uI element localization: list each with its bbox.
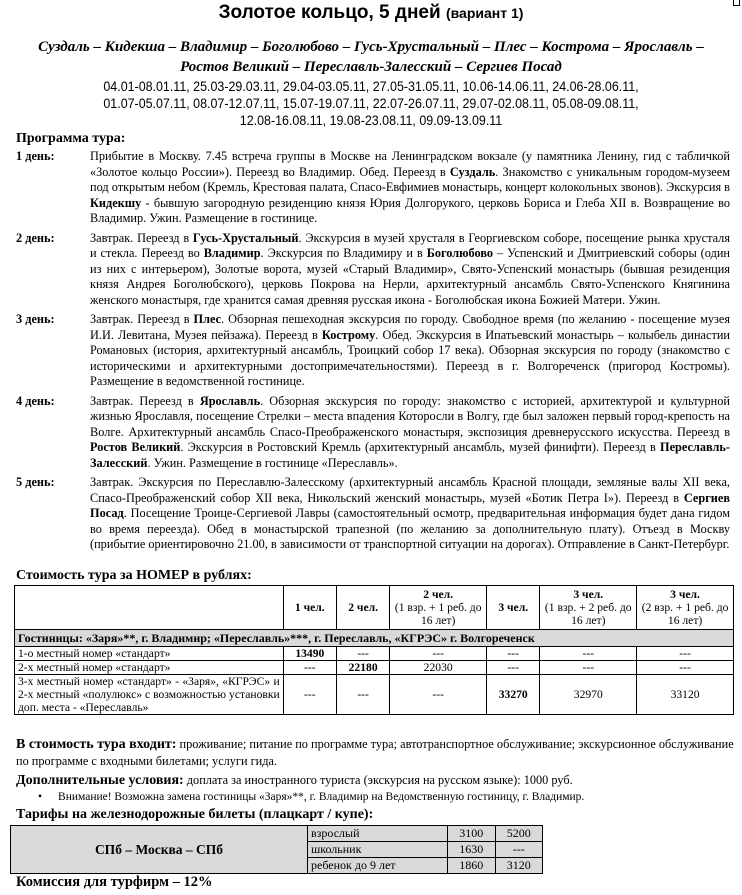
dates-line: 01.07-05.07.11, 08.07-12.07.11, 15.07-19.07.11, 22.07-26.07.11, 29.07-02.08.11, 05.08-09.08.11,	[103, 96, 639, 111]
place-name: Кидекшу	[90, 195, 142, 210]
col-header: 2 чел. (1 взр. + 1 реб. до 16 лет)	[390, 586, 487, 630]
includes-text: проживание; питание по программе тура; автотранспортное обслуживание; экскурсионное обслуживание по программе с входными билетами; услуги гида.	[16, 737, 734, 768]
day-description	[90, 475, 730, 553]
place-name: Переславль-Залесский	[90, 440, 730, 470]
price-cell: 32970	[540, 675, 637, 715]
col-header: 2 чел.	[336, 586, 389, 630]
extra-conditions	[16, 772, 736, 789]
place-name: Суздаль	[449, 164, 496, 179]
program-day	[16, 475, 742, 553]
price-cell: ---	[487, 661, 540, 675]
hotels-text: Гостиницы: «Заря»**, г. Владимир; «Переславль»***, г. Переславль, «КГРЭС» г. Волгореченск	[15, 630, 734, 647]
day-description	[90, 231, 730, 309]
col-header: 3 чел. (1 взр. + 2 реб. до 16 лет)	[540, 586, 637, 630]
price-cell: ---	[336, 675, 389, 715]
text-segment: . Обзорная экскурсия по городу: знакомство с историей, архитектурой и культурной жизнью Ярославля, посещение Стрелки – места впадения Которосли в Волгу, где был заложен первый город-крепость на Волге. Архитектурный ансамбль Спасо-Преображенского монастыря, экспозиция древнерусского искусства. Переезд в	[90, 393, 730, 439]
place-name: Сергиев Посад	[90, 490, 730, 520]
dates-line: 12.08-16.08.11, 19.08-23.08.11, 09.09-13.09.11	[239, 113, 503, 128]
program-day	[16, 149, 742, 227]
col-header: 1 чел.	[283, 586, 336, 630]
place-name: Кострому	[321, 327, 376, 342]
title-variant: (вариант 1)	[445, 5, 524, 21]
program-day	[16, 394, 742, 472]
route-list	[0, 37, 742, 77]
platskart-price: 1860	[448, 858, 495, 874]
text-segment: Завтрак. Переезд в	[90, 312, 194, 326]
kupe-price: 5200	[495, 826, 542, 842]
price-cell: ---	[283, 675, 336, 715]
day-label: 1 день:	[16, 149, 55, 163]
price-cell: ---	[283, 661, 336, 675]
hotels-row	[15, 630, 734, 647]
program-day	[16, 231, 742, 309]
price-cell: ---	[390, 675, 487, 715]
extra-label: Дополнительные условия:	[16, 773, 184, 788]
program-heading: Программа тура:	[16, 131, 126, 146]
day-label: 4 день:	[16, 393, 55, 408]
price-cell: 22030	[390, 661, 487, 675]
place-name: Владимир	[203, 246, 261, 260]
day-description	[90, 149, 730, 227]
platskart-price: 3100	[448, 826, 495, 842]
price-cell: ---	[487, 647, 540, 661]
route-line: Суздаль – Кидекша – Владимир – Боголюбово – Гусь-Хрустальный – Плес – Кострома – Ярославль –	[38, 39, 704, 55]
tour-dates	[26, 78, 716, 129]
day-label: 3 день:	[16, 312, 55, 326]
day-description	[90, 312, 730, 390]
day-label: 2 день:	[16, 230, 55, 245]
table-row	[15, 647, 734, 661]
table-row	[15, 661, 734, 675]
route-line: Ростов Великий – Переславль-Залесский – Сергиев Посад	[180, 59, 562, 75]
price-cell: ---	[637, 661, 734, 675]
kupe-price: ---	[495, 842, 542, 858]
text-segment: – Успенский и Дмитриевский соборы (один из них с интерьером), Золотые ворота, музей «Старый Владимир», Свято-Успенский монастырь (бывшая резиденция князя Андрея Боголюбского), церковь Покрова на Нерли, архитектурный ансамбль Свято-Успенского Княгинина женского монастыря, где хранится самая древняя русская икона - Боголюбская икона Божией Матери. Ужин.	[90, 246, 730, 307]
includes-paragraph	[16, 736, 736, 770]
text-segment: - бывшую загородную резиденцию князя Юрия Долгорукого, церковь Бориса и Глеба XII в. Возвращение во Владимир. Ужин. Размещение в гостинице.	[90, 195, 730, 225]
place-name: Гусь-Хрустальный	[192, 230, 299, 245]
notice-text: Внимание! Возможна замена гостиницы «Заря»**, г. Владимир на Ведомственную гостиницу, г. Владимир.	[58, 791, 585, 803]
dates-line: 04.01-08.01.11, 25.03-29.03.11, 29.04-03.05.11, 27.05-31.05.11, 10.06-14.06.11, 24.06-28.06.11,	[103, 79, 639, 94]
room-type: 1-о местный номер «стандарт»	[15, 647, 284, 661]
text-segment: Завтрак. Экскурсия по Переславлю-Залесскому (архитектурный ансамбль Красной площади, земляные валы XII века, Спасо-Преображенский собор XII века, Никольский женский монастырь, музей «Ботик Петра I»). Переезд в	[90, 475, 730, 505]
price-cell: 22180	[336, 661, 389, 675]
price-cell: ---	[540, 661, 637, 675]
commission-text: Комиссия для турфирм – 12%	[16, 874, 213, 890]
text-segment: Завтрак. Переезд в	[90, 393, 200, 408]
price-cell: ---	[637, 647, 734, 661]
cost-header-row	[15, 586, 734, 630]
place-name: Ростов Великий	[90, 440, 181, 454]
place-name: Ярославль	[199, 393, 261, 408]
room-type: 2-х местный номер «стандарт»	[15, 661, 284, 675]
text-segment: . Ужин. Размещение в гостинице «Переславль».	[147, 455, 398, 470]
extra-text: доплата за иностранного туриста (экскурсия на русском языке): 1000 руб.	[183, 773, 573, 787]
place-name: Плес	[193, 312, 222, 326]
text-segment: . Экскурсия в Ростовский Кремль (архитектурный ансамбль, музей финифти). Переезд в	[180, 440, 661, 454]
notice-bullet	[38, 791, 584, 803]
cost-table	[14, 585, 734, 715]
platskart-price: 1630	[448, 842, 495, 858]
price-cell: ---	[336, 647, 389, 661]
page-title	[0, 2, 742, 24]
includes-label: В стоимость тура входит:	[16, 737, 177, 752]
ticket-category: школьник	[308, 842, 448, 858]
header-empty	[15, 586, 284, 630]
table-row	[11, 826, 543, 842]
title-text: Золотое кольцо, 5 дней	[218, 2, 441, 23]
day-description	[90, 394, 730, 472]
price-cell: 33270	[487, 675, 540, 715]
col-header: 3 чел. (2 взр. + 1 реб. до 16 лет)	[637, 586, 734, 630]
price-cell: ---	[390, 647, 487, 661]
room-type: 3-х местный номер «стандарт» - «Заря», «КГРЭС» и 2-х местный «полулюкс» с возможностью установки доп. места - «Переславль»	[15, 675, 284, 715]
ticket-category: ребенок до 9 лет	[308, 858, 448, 874]
text-segment: . Экскурсия в музей хрусталя в Георгиевском соборе, посещение рынка хрусталя и стекла. Переезд во	[90, 230, 730, 260]
col-header: 3 чел.	[487, 586, 540, 630]
bullet-icon: •	[38, 791, 43, 803]
rail-route: СПб – Москва – СПб	[11, 826, 308, 874]
text-segment: . Экскурсия по Владимиру и в	[260, 246, 427, 260]
price-cell: 13490	[283, 647, 336, 661]
text-segment: Прибытие в Москву. 7.45 встреча группы в Москве на Ленинградском вокзале (у памятника Ленину, гид с табличкой «Золотое кольцо России»). Переезд во Владимир. Обед. Переезд в	[90, 149, 730, 179]
ticket-category: взрослый	[308, 826, 448, 842]
rail-heading: Тарифы на железнодорожные билеты (плацкарт / купе):	[16, 807, 374, 822]
kupe-price: 3120	[495, 858, 542, 874]
text-segment: . Посещение Троице-Сергиевой Лавры (самостоятельный осмотр, предварительная информация будет дана гидом во время переезда). Обед в монастырской трапезной (по желанию за дополнительную плату). Отъезд в Москву (прибытие ориентировочно 21.00, в зависимости от транспортной ситуации на дорогах). Отправление в Санкт-Петербург.	[90, 506, 730, 551]
text-segment: . Знакомство с уникальным городом-музеем под открытым небом (Кремль, Крестовая палата, Спасо-Евфимиев монастырь, концерт колокольных звонов). Экскурсия в	[90, 164, 730, 194]
table-row	[15, 675, 734, 715]
program-days	[16, 149, 742, 557]
rail-table	[10, 825, 543, 874]
program-day	[16, 312, 742, 390]
cost-heading: Стоимость тура за НОМЕР в рублях:	[16, 568, 252, 583]
price-cell: 33120	[637, 675, 734, 715]
day-label: 5 день:	[16, 475, 55, 489]
text-segment: . Обзорная пешеходная экскурсия по городу. Свободное время (по желанию - посещение музея И.И. Левитана, Музея пейзажа). Переезд в	[90, 312, 730, 342]
place-name: Боголюбово	[426, 246, 494, 260]
price-cell: ---	[540, 647, 637, 661]
text-segment: Завтрак. Переезд в	[90, 230, 193, 245]
text-segment: . Обед. Экскурсия в Ипатьевский монастырь – колыбель династии Романовых (история, архитектурный ансамбль, Троицкий собор 17 века). Обзорная экскурсия по городу (знакомство с историческими и архитектурными достопримечательностями). Переезд в г. Волгореченск (пригород Костромы). Размещение в ведомственной гостинице.	[90, 327, 730, 388]
